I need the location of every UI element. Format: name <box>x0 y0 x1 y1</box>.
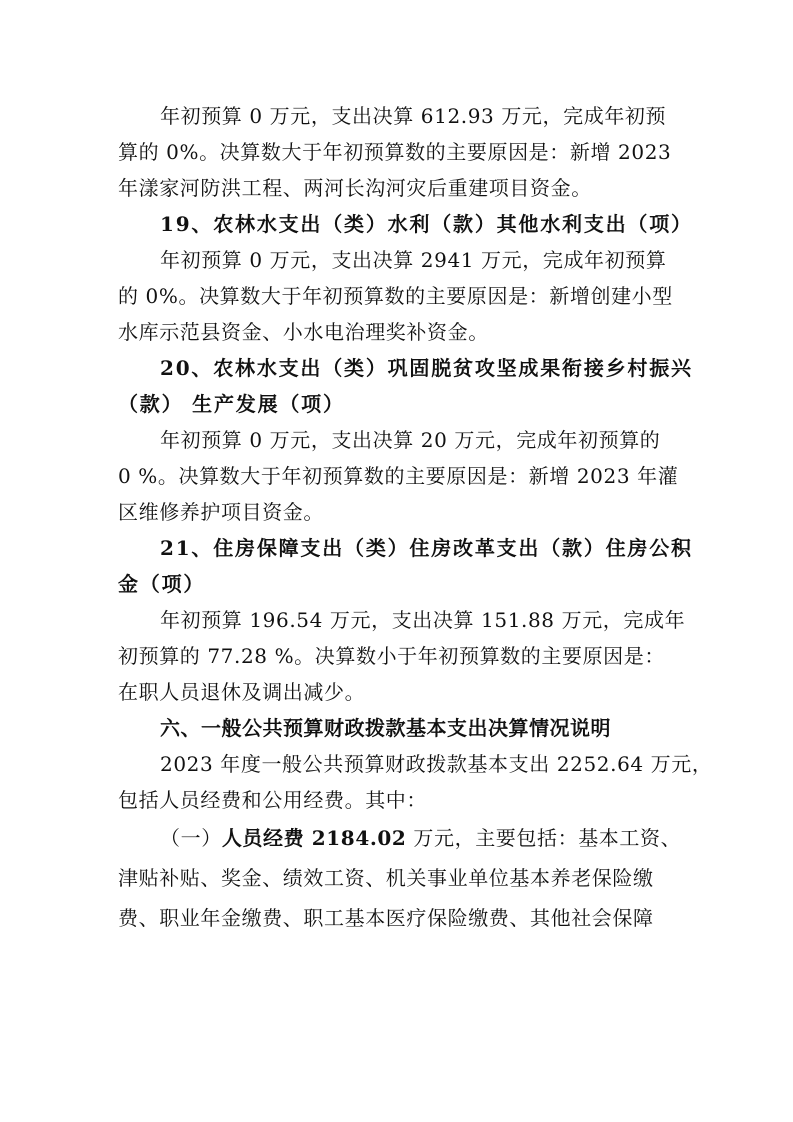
item-heading-20: 20、农林水支出（类）巩固脱贫攻坚成果衔接乡村振兴 <box>160 356 693 380</box>
personnel-expense-amount: 人员经费 2184.02 <box>221 826 407 850</box>
text-line: 区维修养护项目资金。 <box>118 500 324 524</box>
text-line: 算的 0%。决算数大于年初预算数的主要原因是：新增 2023 <box>118 140 672 164</box>
text-line: 包括人员经费和公用经费。其中： <box>118 788 427 812</box>
item-heading-19: 19、农林水支出（类）水利（款）其他水利支出（项） <box>160 212 693 236</box>
document-page <box>118 98 713 938</box>
list-marker: （一） <box>160 826 222 850</box>
text-line: 水库示范县资金、小水电治理奖补资金。 <box>118 320 489 344</box>
item-heading-21-cont: 金（项） <box>118 572 206 596</box>
text-line: 2023 年度一般公共预算财政拨款基本支出 2252.64 万元， <box>160 752 713 776</box>
text-line: 费、职业年金缴费、职工基本医疗保险缴费、其他社会保障 <box>118 906 654 930</box>
item-heading-21: 21、住房保障支出（类）住房改革支出（款）住房公积 <box>160 536 693 560</box>
text-line: 津贴补贴、奖金、绩效工资、机关事业单位基本养老保险缴 <box>118 866 654 890</box>
text-line: 0 %。决算数大于年初预算数的主要原因是：新增 2023 年灌 <box>118 464 679 488</box>
text-line: 年漾家河防洪工程、两河长沟河灾后重建项目资金。 <box>118 176 592 200</box>
text-fragment: 万元，主要包括：基本工资、 <box>406 826 682 850</box>
text-line: 的 0%。决算数大于年初预算数的主要原因是：新增创建小型 <box>118 284 673 308</box>
item-heading-20-cont: （款） 生产发展（项） <box>118 392 345 416</box>
text-line: 年初预算 0 万元，支出决算 2941 万元，完成年初预算 <box>160 248 667 272</box>
personnel-expense-line <box>118 818 682 858</box>
text-line: 在职人员退休及调出减少。 <box>118 680 366 704</box>
text-line: 年初预算 0 万元，支出决算 612.93 万元，完成年初预 <box>160 104 667 128</box>
section-heading-6: 六、一般公共预算财政拨款基本支出决算情况说明 <box>160 716 611 740</box>
text-line: 年初预算 0 万元，支出决算 20 万元，完成年初预算的 <box>160 428 661 452</box>
text-line: 年初预算 196.54 万元，支出决算 151.88 万元，完成年 <box>160 608 686 632</box>
text-line: 初预算的 77.28 %。决算数小于年初预算数的主要原因是： <box>118 644 665 668</box>
